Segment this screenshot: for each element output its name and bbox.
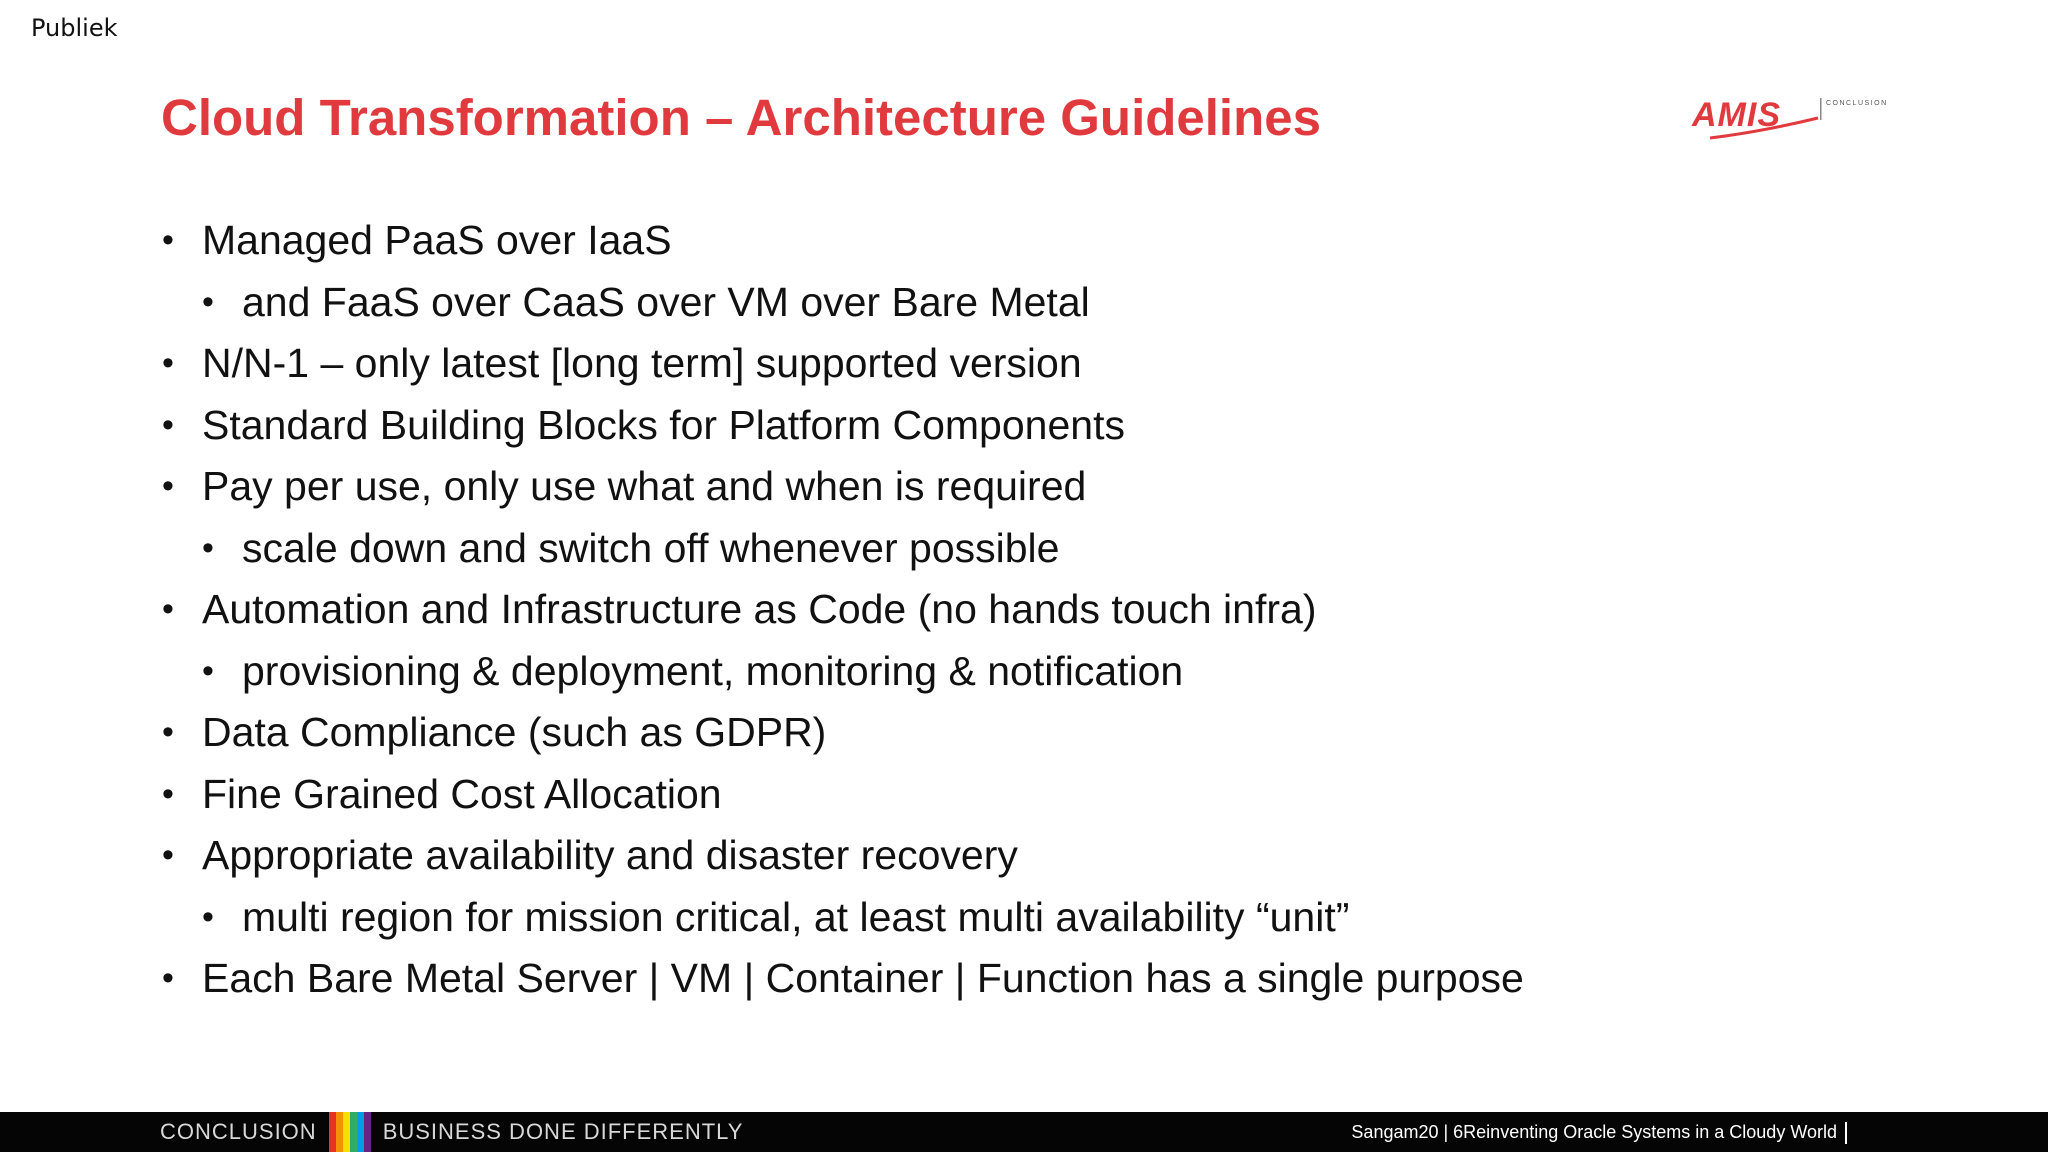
amis-logo <box>1690 92 1890 146</box>
logo-divider <box>1820 98 1822 120</box>
amis-logo-subtext: CONCLUSION <box>1826 100 1888 107</box>
sub-bullet-item <box>160 272 1524 334</box>
color-stripe <box>364 1112 371 1152</box>
bullet-text: Data Compliance (such as GDPR) <box>202 709 827 755</box>
footer-branding <box>160 1112 743 1152</box>
bullet-text: Managed PaaS over IaaS <box>202 217 672 263</box>
color-stripe <box>329 1112 336 1152</box>
bullet-dot-icon: • <box>162 467 174 505</box>
bullet-item <box>160 579 1524 641</box>
footer-brand: CONCLUSION <box>160 1119 317 1144</box>
bullet-text: Appropriate availability and disaster recovery <box>202 832 1018 878</box>
bullet-item <box>160 948 1524 1010</box>
color-stripe <box>343 1112 350 1152</box>
footer-bar <box>0 1112 2048 1152</box>
bullet-item <box>160 333 1524 395</box>
bullet-list <box>160 210 1524 1010</box>
bullet-dot-icon: • <box>162 405 174 444</box>
footer-divider <box>1845 1122 1847 1144</box>
sub-bullet-item <box>160 641 1524 703</box>
bullet-item <box>160 702 1524 764</box>
color-stripe <box>336 1112 343 1152</box>
bullet-text: Automation and Infrastructure as Code (no hands touch infra) <box>202 586 1317 632</box>
bullet-text: Each Bare Metal Server | VM | Container | Function has a single purpose <box>202 955 1524 1001</box>
bullet-dot-icon: • <box>202 528 214 567</box>
bullet-text: and FaaS over CaaS over VM over Bare Metal <box>242 278 1090 325</box>
slide-info-text: Sangam20 | 6Reinventing Oracle Systems in a Cloudy World <box>1351 1122 1837 1142</box>
bullet-dot-icon: • <box>202 282 214 321</box>
slide-title: Cloud Transformation – Architecture Guidelines <box>161 89 1321 146</box>
bullet-dot-icon: • <box>202 897 214 936</box>
bullet-item <box>160 210 1524 272</box>
bullet-dot-icon: • <box>162 221 174 259</box>
classification-label: Publiek <box>31 14 118 42</box>
footer-slide-info <box>1351 1112 1847 1152</box>
bullet-item <box>160 764 1524 826</box>
bullet-text: Pay per use, only use what and when is required <box>202 463 1087 509</box>
color-stripe <box>357 1112 364 1152</box>
footer-tagline: BUSINESS DONE DIFFERENTLY <box>382 1119 744 1144</box>
bullet-item <box>160 395 1524 457</box>
bullet-dot-icon: • <box>162 959 174 997</box>
bullet-text: Standard Building Blocks for Platform Components <box>202 401 1125 448</box>
amis-logo-text: AMIS <box>1692 96 1781 134</box>
bullet-item <box>160 825 1524 887</box>
bullet-dot-icon: • <box>162 713 174 751</box>
bullet-dot-icon: • <box>162 590 174 628</box>
sub-bullet-item <box>160 518 1524 580</box>
color-stripe <box>350 1112 357 1152</box>
bullet-text: N/N-1 – only latest [long term] supported version <box>202 340 1082 386</box>
bullet-dot-icon: • <box>162 344 174 382</box>
bullet-dot-icon: • <box>202 651 214 690</box>
color-stripes-icon <box>329 1112 371 1152</box>
bullet-text: scale down and switch off whenever possible <box>242 524 1060 571</box>
bullet-dot-icon: • <box>162 774 174 813</box>
bullet-text: Fine Grained Cost Allocation <box>202 770 722 817</box>
bullet-text: multi region for mission critical, at least multi availability “unit” <box>242 893 1350 940</box>
bullet-item <box>160 456 1524 518</box>
bullet-text: provisioning & deployment, monitoring & notification <box>242 647 1184 694</box>
bullet-dot-icon: • <box>162 836 174 874</box>
sub-bullet-item <box>160 887 1524 949</box>
